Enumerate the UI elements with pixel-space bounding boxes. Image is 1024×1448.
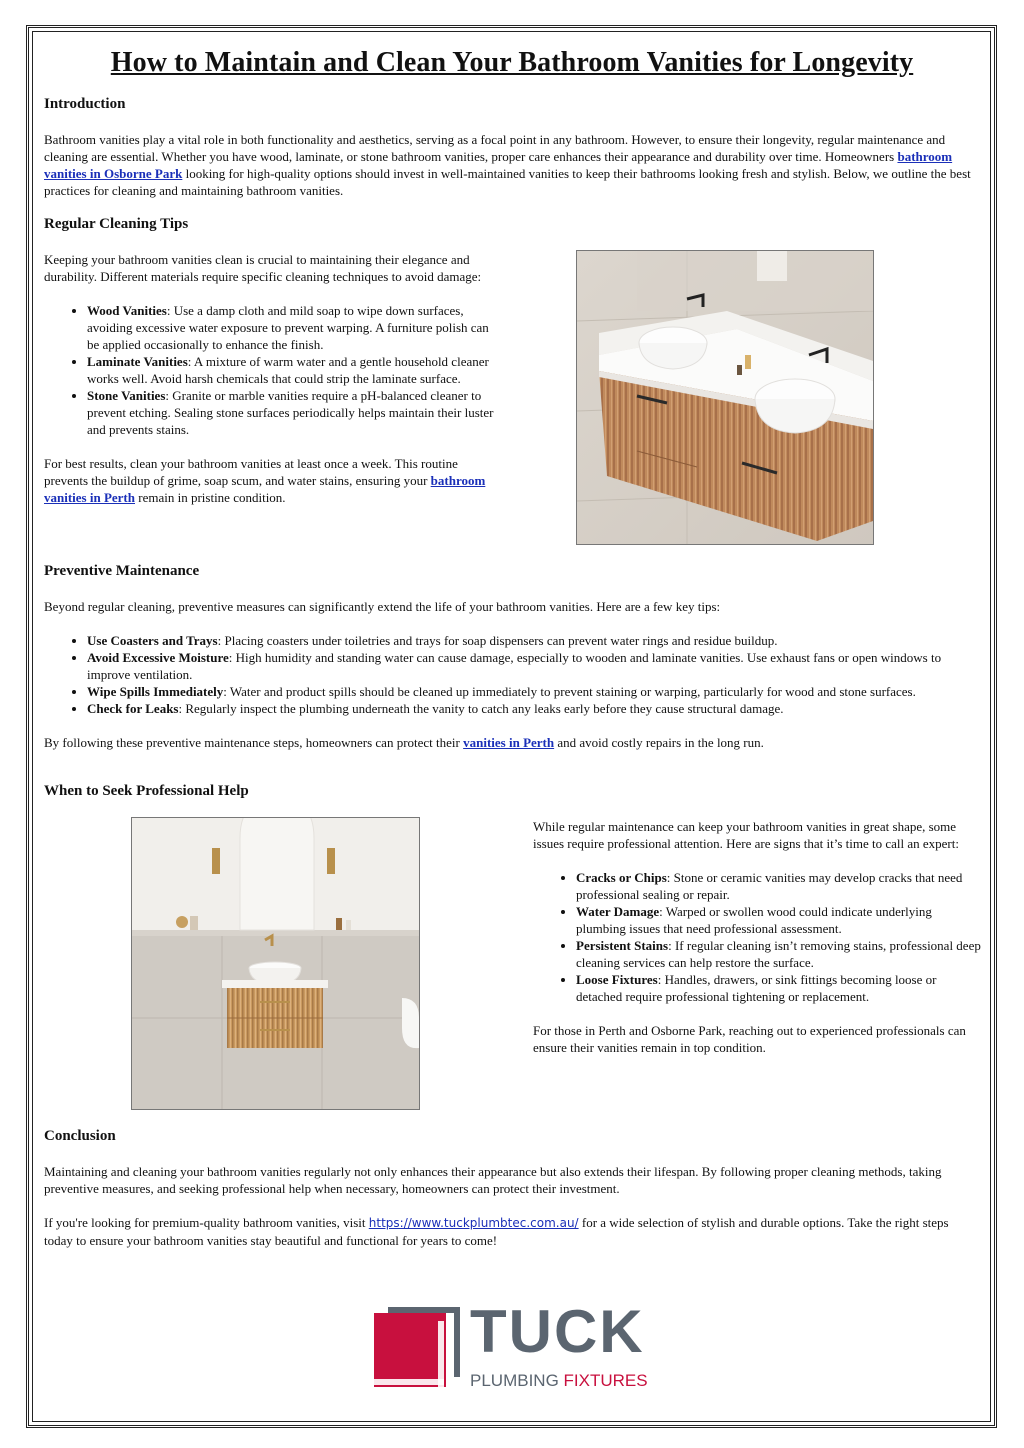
cleaning-outro <box>44 455 494 506</box>
professional-section <box>533 818 981 1056</box>
list-item-text: : Use a damp cloth and mild soap to wipe down surfaces, avoiding excessive water exposure to prevent warping. A furniture polish can be applied occasionally to enhance the finish. <box>87 303 489 352</box>
list-item-text: : Handles, drawers, or sink fittings becoming loose or detached require professional tightening or replacement. <box>576 972 937 1004</box>
link-tuckplumbtec-website[interactable]: https://www.tuckplumbtec.com.au/ <box>368 1216 579 1230</box>
logo-mark-icon <box>374 1307 460 1389</box>
list-item-text: : Stone or ceramic vanities may develop cracks that need professional sealing or repair. <box>576 870 963 902</box>
conclusion-text-2: for a wide selection of stylish and durable options. Take the right steps today to ensure your bathroom vanities stay beautiful and functional for years to come! <box>44 1215 949 1248</box>
list-item-term: Loose Fixtures <box>576 972 658 987</box>
list-item-text: : A mixture of warm water and a gentle household cleaner works well. Avoid harsh chemicals that could strip the laminate surface. <box>87 354 489 386</box>
double-vanity-image <box>576 250 874 545</box>
list-item-term: Wipe Spills Immediately <box>87 684 224 699</box>
intro-paragraph <box>44 131 980 199</box>
preventive-intro: Beyond regular cleaning, preventive measures can significantly extend the life of your bathroom vanities. Here are a few key tips: <box>44 599 721 614</box>
preventive-list <box>44 632 980 717</box>
link-bathroom-vanities-osborne-park[interactable]: bathroom vanities in Osborne Park <box>44 149 953 181</box>
tuck-logo <box>374 1298 664 1391</box>
preventive-outro-text-2: and avoid costly repairs in the long run. <box>554 735 764 750</box>
list-item-text: : Water and product spills should be cleaned up immediately to prevent staining or warping, particularly for wood and stone surfaces. <box>223 684 916 699</box>
professional-heading: When to Seek Professional Help <box>44 783 249 799</box>
logo-subtitle <box>470 1371 648 1391</box>
list-item-text: : Regularly inspect the plumbing underneath the vanity to catch any leaks early before they cause structural damage. <box>178 701 784 716</box>
preventive-heading: Preventive Maintenance <box>44 563 200 579</box>
list-item <box>576 869 981 903</box>
list-item-term: Laminate Vanities <box>87 354 188 369</box>
list-item-text: : High humidity and standing water can cause damage, especially to wooden and laminate vanities. Use exhaust fans or open windows to improve ventilation. <box>87 650 942 682</box>
cleaning-section <box>44 251 494 506</box>
preventive-section <box>44 598 980 751</box>
single-vanity-image <box>131 817 420 1110</box>
preventive-outro-text-1: By following these preventive maintenance steps, homeowners can protect their <box>44 735 464 750</box>
list-item-text: : Granite or marble vanities require a pH-balanced cleaner to prevent etching. Sealing stone surfaces periodically helps maintain their luster and prevents stains. <box>87 388 494 437</box>
list-item-term: Use Coasters and Trays <box>87 633 218 648</box>
list-item <box>87 700 980 717</box>
link-vanities-perth[interactable]: vanities in Perth <box>463 735 555 750</box>
cleaning-outro-text-1: For best results, clean your bathroom vanities at least once a week. This routine prevents the buildup of grime, soap scum, and water stains, ensuring your <box>44 456 458 488</box>
intro-heading: Introduction <box>44 96 126 112</box>
conclusion-paragraph-1: Maintaining and cleaning your bathroom vanities regularly not only enhances their appearance but also extends their lifespan. By following proper cleaning methods, taking preventive measures, and seeking professional help when necessary, homeowners can protect their investment. <box>44 1164 942 1196</box>
list-item-term: Persistent Stains <box>576 938 669 953</box>
logo-sub-plumbing: PLUMBING <box>470 1371 559 1390</box>
logo-brand-text: TUCK <box>470 1298 645 1365</box>
list-item <box>87 353 494 387</box>
list-item-text: : Placing coasters under toiletries and trays for soap dispensers can prevent water rings and residue buildup. <box>217 633 778 648</box>
cleaning-heading: Regular Cleaning Tips <box>44 216 189 232</box>
list-item-term: Avoid Excessive Moisture <box>87 650 229 665</box>
cleaning-list <box>44 302 494 438</box>
list-item <box>87 302 494 353</box>
page-title: How to Maintain and Clean Your Bathroom Vanities for Longevity <box>110 47 914 78</box>
preventive-outro <box>44 734 980 751</box>
cleaning-outro-text-2: remain in pristine condition. <box>135 490 286 505</box>
professional-outro: For those in Perth and Osborne Park, reaching out to experienced professionals can ensure their vanities remain in top condition. <box>533 1023 966 1055</box>
professional-intro: While regular maintenance can keep your bathroom vanities in great shape, some issues require professional attention. Here are signs that it’s time to call an expert: <box>533 819 959 851</box>
list-item <box>87 683 980 700</box>
list-item-term: Water Damage <box>576 904 660 919</box>
list-item <box>576 903 981 937</box>
professional-list <box>533 869 981 1005</box>
intro-text-2: looking for high-quality options should invest in well-maintained vanities to keep their bathrooms looking fresh and stylish. Below, we outline the best practices for cleaning and maintaining bathroom vanities. <box>44 166 971 198</box>
list-item-term: Check for Leaks <box>87 701 179 716</box>
link-bathroom-vanities-perth[interactable]: bathroom vanities in Perth <box>44 473 486 505</box>
logo-sub-fixtures: FIXTURES <box>563 1371 648 1390</box>
list-item <box>87 649 980 683</box>
list-item-term: Wood Vanities <box>87 303 167 318</box>
list-item-term: Cracks or Chips <box>576 870 667 885</box>
intro-text-1: Bathroom vanities play a vital role in both functionality and aesthetics, serving as a focal point in any bathroom. However, to ensure their longevity, regular maintenance and cleaning are essential. Whether you have wood, laminate, or stone bathroom vanities, proper care enhances their appearance and durability over time. Homeowners <box>44 132 946 164</box>
conclusion-paragraph-2 <box>44 1214 980 1249</box>
list-item <box>87 387 494 438</box>
list-item-term: Stone Vanities <box>87 388 166 403</box>
list-item-text: : If regular cleaning isn’t removing stains, professional deep cleaning services can help restore the surface. <box>576 938 981 970</box>
list-item <box>576 971 981 1005</box>
list-item <box>576 937 981 971</box>
conclusion-section <box>44 1163 980 1249</box>
cleaning-intro: Keeping your bathroom vanities clean is crucial to maintaining their elegance and durability. Different materials require specific cleaning techniques to avoid damage: <box>44 252 482 284</box>
list-item-text: : Warped or swollen wood could indicate underlying plumbing issues that need professional assessment. <box>576 904 932 936</box>
conclusion-text-1: If you're looking for premium-quality bathroom vanities, visit <box>44 1215 369 1230</box>
list-item <box>87 632 980 649</box>
conclusion-heading: Conclusion <box>44 1128 116 1144</box>
